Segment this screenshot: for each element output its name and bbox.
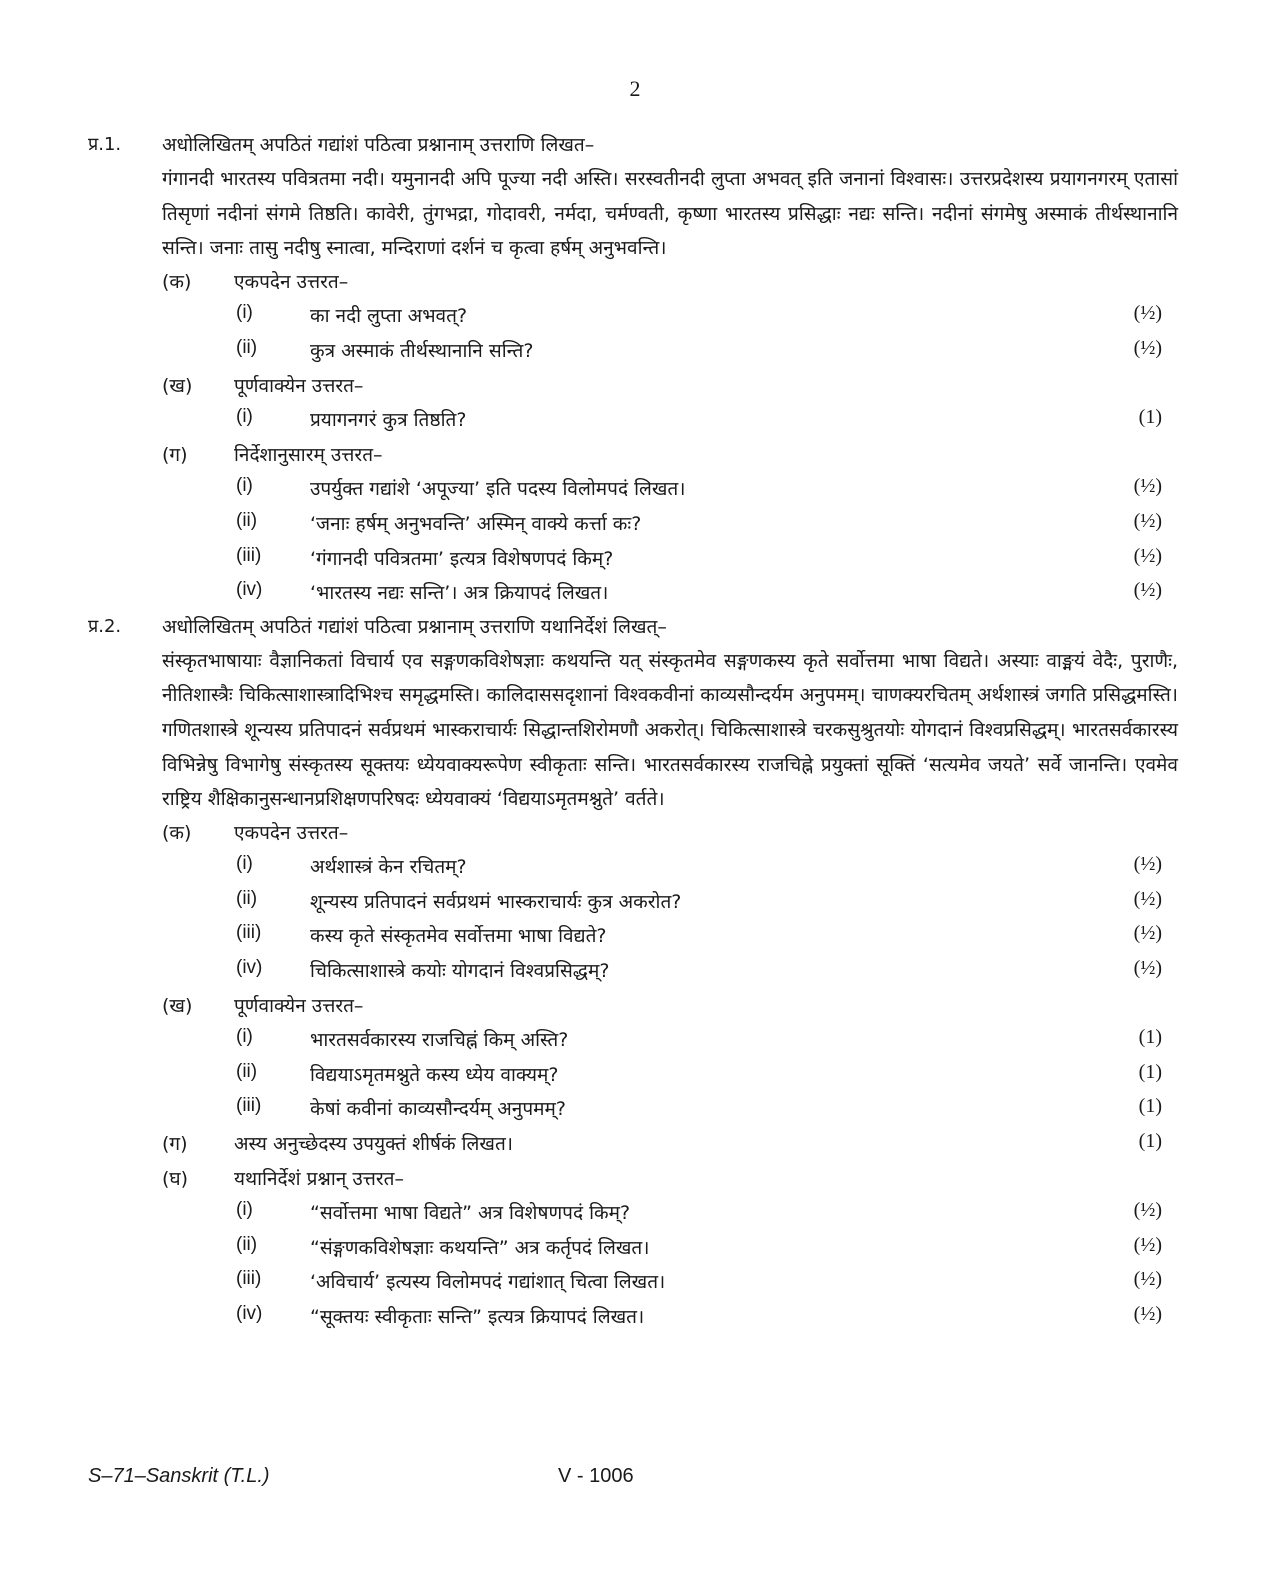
item-label: (ii) xyxy=(236,1060,258,1082)
sub-question xyxy=(88,1093,1178,1128)
question-header xyxy=(88,130,1178,164)
item-label: (ii) xyxy=(236,509,258,531)
question-instruction: अधोलिखितम् अपठितं गद्यांशं पठित्वा प्रश्नानाम् उत्तराणि यथानिर्देशं लिखत्– xyxy=(162,615,667,638)
sub-question xyxy=(88,1232,1178,1267)
section-label: (ग) xyxy=(162,443,188,466)
item-label: (i) xyxy=(236,302,253,324)
question-instruction: अधोलिखितम् अपठितं गद्यांशं पठित्वा प्रश्नानाम् उत्तराणि लिखत– xyxy=(162,134,595,156)
question-2 xyxy=(88,612,1178,1336)
section-marks: (1) xyxy=(1138,1130,1162,1153)
section-label: (घ) xyxy=(162,1167,189,1190)
item-text: अर्थशास्त्रं केन रचितम्? xyxy=(310,856,467,879)
sub-question xyxy=(88,1197,1178,1232)
sub-question xyxy=(88,508,1178,543)
question-number: प्र.1. xyxy=(88,134,122,155)
sub-question xyxy=(88,404,1178,439)
item-marks: (1) xyxy=(1138,1026,1162,1049)
section-instruction: यथानिर्देशं प्रश्नान् उत्तरत– xyxy=(234,1167,404,1190)
sub-question xyxy=(88,920,1178,955)
question-paper xyxy=(88,130,1178,1336)
item-marks: (½) xyxy=(1133,1233,1162,1256)
unseen-passage: संस्कृतभाषायाः वैज्ञानिकतां विचार्य एव सङ्गणकविशेषज्ञाः कथयन्ति यत् संस्कृतमेव सङ्गणकस्य कृते सर्वोत्तमा भाषा विद्यते। अस्याः वाङ्मयं वेदैः, पुराणैः, नीतिशास्त्रैः चिकित्साशास्त्रादिभिश्च समृद्धमस्ति। कालिदाससदृशानां विश्वकवीनां काव्यसौन्दर्यम अनुपमम्। चाणक्यरचितम् अर्थशास्त्रं जगति प्रसिद्धमस्ति। गणितशास्त्रे शून्यस्य प्रतिपादनं सर्वप्रथमं भास्कराचार्यः सिद्धान्तशिरोमणौ अकरोत्। चिकित्साशास्त्रे चरकसुश्रुतयोः योगदानं विश्वप्रसिद्धम्। भारतसर्वकारस्य विभिन्नेषु विभागेषु संस्कृतस्य सूक्तयः ध्येयवाक्यरूपेण स्वीकृताः सन्ति। भारतसर्वकारस्य राजचिह्ने प्रयुक्तां सूक्तिं ‘सत्यमेव जयते’ सर्वे जानन्ति। एवमेव राष्ट्रिय शैक्षिकानुसन्धानप्रशिक्षणपरिषदः ध्येयवाक्यं ‘विद्ययाऽमृतमश्नुते’ वर्तते। xyxy=(162,649,1178,811)
sub-question xyxy=(88,1301,1178,1336)
item-label: (iv) xyxy=(236,1303,263,1324)
section-kha xyxy=(88,370,1178,405)
page-number: 2 xyxy=(629,76,641,101)
item-label: (iv) xyxy=(236,957,263,979)
item-marks: (½) xyxy=(1133,957,1162,980)
item-text: चिकित्साशास्त्रे कयोः योगदानं विश्वप्रसिद्धम्? xyxy=(310,960,610,983)
question-number: प्र.2. xyxy=(88,615,122,637)
item-label: (iii) xyxy=(236,1268,262,1290)
item-marks: (1) xyxy=(1138,1060,1162,1083)
section-instruction: पूर्णवाक्येन उत्तरत– xyxy=(234,994,364,1017)
section-ga xyxy=(88,439,1178,474)
item-text: “संङ्गणकविशेषज्ञाः कथयन्ति” अत्र कर्तृपदं लिखत। xyxy=(310,1236,650,1259)
sub-question xyxy=(88,886,1178,921)
item-text: उपर्युक्त गद्यांशे ‘अपूज्या’ इति पदस्य विलोमपदं लिखत। xyxy=(310,478,686,501)
sub-question xyxy=(88,335,1178,370)
item-marks: (½) xyxy=(1133,1303,1162,1325)
sub-question xyxy=(88,577,1178,612)
item-text: “सर्वोत्तमा भाषा विद्यते” अत्र विशेषणपदं किम्? xyxy=(310,1202,631,1225)
item-text: कस्य कृते संस्कृतमेव सर्वोत्तमा भाषा विद्यते? xyxy=(310,925,607,948)
section-instruction: अस्य अनुच्छेदस्य उपयुक्तं शीर्षकं लिखत। xyxy=(234,1133,513,1156)
section-instruction: एकपदेन उत्तरत– xyxy=(234,270,349,293)
section-label: (ख) xyxy=(162,994,193,1017)
section-gha xyxy=(88,1163,1178,1198)
item-marks: (½) xyxy=(1133,1199,1162,1222)
item-text: कुत्र अस्माकं तीर्थस्थानानि सन्ति? xyxy=(310,339,534,362)
item-marks: (½) xyxy=(1133,887,1162,910)
section-ka xyxy=(88,266,1178,301)
item-marks: (½) xyxy=(1133,509,1162,532)
section-kha xyxy=(88,990,1178,1025)
set-code: V - 1006 xyxy=(558,1465,634,1487)
item-text: का नदी लुप्ता अभवत्? xyxy=(310,305,468,328)
item-marks: (1) xyxy=(1138,1095,1162,1118)
section-label: (क) xyxy=(162,821,192,844)
paper-code: S–71–Sanskrit (T.L.) xyxy=(88,1465,270,1487)
item-marks: (½) xyxy=(1133,922,1162,945)
item-marks: (1) xyxy=(1138,406,1162,429)
item-label: (iii) xyxy=(236,1095,262,1117)
sub-question xyxy=(88,1059,1178,1094)
item-text: प्रयागनगरं कुत्र तिष्ठति? xyxy=(310,409,467,432)
item-label: (iv) xyxy=(236,579,263,601)
item-text: ‘जनाः हर्षम् अनुभवन्ति’ अस्मिन् वाक्ये कर्त्ता कः? xyxy=(310,512,642,535)
item-text: विद्ययाऽमृतमश्नुते कस्य ध्येय वाक्यम्? xyxy=(310,1063,559,1086)
item-text: “सूक्तयः स्वीकृताः सन्ति” इत्यत्र क्रियापदं लिखत। xyxy=(310,1306,645,1328)
item-marks: (½) xyxy=(1133,336,1162,359)
item-text: ‘भारतस्य नद्यः सन्ति’। अत्र क्रियापदं लिखत। xyxy=(310,582,609,605)
item-label: (i) xyxy=(236,853,253,875)
item-label: (i) xyxy=(236,1199,253,1221)
item-marks: (½) xyxy=(1133,853,1162,876)
section-label: (ग) xyxy=(162,1133,188,1156)
sub-question xyxy=(88,851,1178,886)
item-label: (i) xyxy=(236,1026,253,1048)
unseen-passage: गंगानदी भारतस्य पवित्रतमा नदी। यमुनानदी अपि पूज्या नदी अस्ति। सरस्वतीनदी लुप्ता अभवत् इति जनानां विश्वासः। उत्तरप्रदेशस्य प्रयागनगरम् एतासां तिसृणां नदीनां संगमे तिष्ठति। कावेरी, तुंगभद्रा, गोदावरी, नर्मदा, चर्मण्वती, कृष्णा भारतस्य प्रसिद्धाः नद्यः सन्ति। नदीनां संगमेषु अस्माकं तीर्थस्थानानि सन्ति। जनाः तासु नदीषु स्नात्वा, मन्दिराणां दर्शनं च कृत्वा हर्षम् अनुभवन्ति। xyxy=(162,168,1178,260)
item-marks: (½) xyxy=(1133,475,1162,498)
item-marks: (½) xyxy=(1133,302,1162,325)
sub-question xyxy=(88,300,1178,335)
question-header xyxy=(88,612,1178,646)
item-label: (i) xyxy=(236,406,253,428)
item-marks: (½) xyxy=(1133,544,1162,567)
sub-question xyxy=(88,473,1178,508)
item-text: केषां कवीनां काव्यसौन्दर्यम् अनुपमम्? xyxy=(310,1098,566,1121)
item-label: (iii) xyxy=(236,922,262,944)
item-text: शून्यस्य प्रतिपादनं सर्वप्रथमं भास्कराचार्यः कुत्र अकरोत? xyxy=(310,890,682,913)
item-text: भारतसर्वकारस्य राजचिह्नं किम् अस्ति? xyxy=(310,1029,569,1052)
section-label: (ख) xyxy=(162,374,193,397)
item-label: (ii) xyxy=(236,1233,258,1255)
sub-question xyxy=(88,543,1178,578)
section-ka xyxy=(88,817,1178,852)
section-instruction: निर्देशानुसारम् उत्तरत– xyxy=(234,443,383,466)
sub-question xyxy=(88,955,1178,990)
item-label: (ii) xyxy=(236,336,258,358)
section-instruction: पूर्णवाक्येन उत्तरत– xyxy=(234,374,364,397)
item-text: ‘गंगानदी पवित्रतमा’ इत्यत्र विशेषणपदं किम्? xyxy=(310,547,614,570)
sub-question xyxy=(88,1024,1178,1059)
sub-question xyxy=(88,1266,1178,1301)
section-ga xyxy=(88,1128,1178,1163)
item-label: (i) xyxy=(236,475,253,497)
item-marks: (½) xyxy=(1133,1268,1162,1291)
item-text: ‘अविचार्य’ इत्यस्य विलोमपदं गद्यांशात् चित्वा लिखत। xyxy=(310,1271,666,1294)
section-instruction: एकपदेन उत्तरत– xyxy=(234,821,349,844)
question-1 xyxy=(88,130,1178,612)
section-label: (क) xyxy=(162,270,192,293)
item-label: (ii) xyxy=(236,887,258,909)
item-label: (iii) xyxy=(236,544,262,566)
item-marks: (½) xyxy=(1133,579,1162,602)
